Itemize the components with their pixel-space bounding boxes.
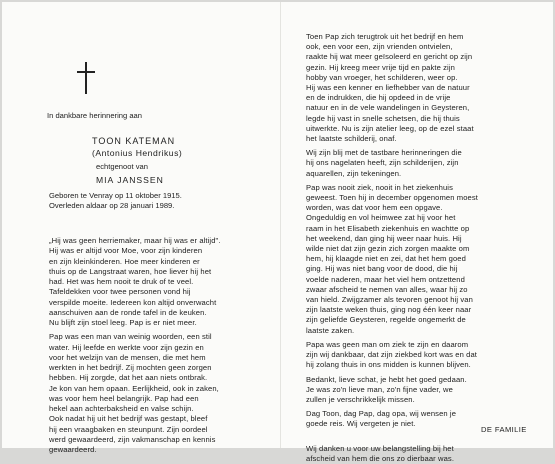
text-line: Je was zo'n lieve man, zo'n fijne vader, we (306, 384, 453, 394)
text-line: Dag Toon, dag Pap, dag opa, wij wensen je (306, 409, 457, 419)
text-line: Toen Pap zich terugtrok uit het bedrijf en hem (306, 32, 464, 41)
spouse-label: echtgenoot van (96, 162, 148, 171)
text-line: verspilde moeite. Iedereen kon altijd onverwacht (49, 297, 217, 307)
text-line: wilde niet dat zijn gezin zich zorgen maakte om (306, 244, 470, 254)
text-line: aanschuiven aan de ronde tafel in de keuken. (49, 307, 207, 317)
text-line: het weekend, dan ging hij weer naar huis. Hij (306, 233, 462, 243)
text-line: aquarellen, zijn tekeningen. (306, 168, 402, 178)
right-body-text (306, 32, 538, 464)
text-line: hekel aan achterbaksheid en valse schijn. (49, 404, 194, 413)
text-line: zwaar afscheid te nemen van alles, waar hij zo (306, 284, 468, 294)
left-body-text (49, 236, 264, 455)
text-line: raakte hij wat meer geïsoleerd en gericht op zijn (306, 52, 473, 62)
text-line: Bedankt, lieve schat, je hebt het goed gedaan. (306, 374, 467, 384)
text-line: ook, een voor een, zijn vrienden ontvielen, (306, 42, 453, 52)
text-line: water. Hij leefde en werkte voor zijn gezin en (49, 342, 204, 352)
text-line: werkten in het bedrijf. Zij mochten geen zorgen (49, 363, 212, 372)
text-line: zijn geliefde Geysteren, regelde ongemerkt de (306, 315, 466, 325)
text-line: zullen je verschrikkelijk missen. (306, 394, 415, 404)
text-line: Tafeldekken voor twee personen vond hij (49, 287, 191, 297)
text-line: Pap was een man van weinig woorden, een stil (49, 332, 212, 342)
spouse-name: MIA JANSSEN (96, 175, 164, 185)
text-line: voor het welzijn van de mensen, die met hem (49, 352, 206, 362)
text-line: Wij danken u voor uw belangstelling bij het (306, 443, 454, 453)
text-line: was voor hem heel belangrijk. Pap had een (49, 393, 199, 403)
text-line: gezin. Hij kreeg meer vrije tijd en pakte zijn (306, 62, 455, 72)
text-line: het laatste schilderij, onaf. (306, 134, 397, 144)
text-line: afscheid van hem die ons zo dierbaar was. (306, 453, 455, 463)
text-line: hij zolang thuis in ons midden is kunnen blijven. (306, 360, 471, 370)
text-line: Hij was er altijd voor Moe, voor zijn kinderen (49, 246, 203, 256)
text-line: Je kon van hem opaan. Eerlijkheid, ook in zaken, (49, 383, 219, 393)
card-fold-line (280, 2, 281, 448)
text-line: had. Het was hem nooit te druk of te veel. (49, 277, 194, 286)
text-line: Pap was nooit ziek, nooit in het ziekenhuis (306, 182, 453, 192)
text-line: thuis op de Langstraat waren, hoe liever hij het (49, 266, 212, 276)
text-line: en de indrukken, die hij opdeed in de vrije (306, 93, 451, 103)
text-line: Nu blijft zijn stoel leeg. Pap is er niet meer. (49, 318, 197, 327)
birth-date: Geboren te Venray op 11 oktober 1915. (49, 191, 182, 200)
text-line: „Hij was geen herriemaker, maar hij was er altijd". (49, 236, 221, 245)
text-line: voelde naderen, maar het viel hem ontzettend (306, 274, 465, 284)
text-line: hebben. Hij zorgde, dat het aan niets ontbrak. (49, 373, 208, 383)
text-line: van hield. Zwijgzamer als tevoren genoot hij van (306, 295, 473, 305)
text-line: hij een vraagbaken en steunpunt. Zijn oordeel (49, 424, 208, 434)
text-line: worden, was dat voor hem een opgave. (306, 203, 443, 213)
cross-icon (75, 62, 99, 96)
text-line: Hij was een kenner en liefhebber van de natuur (306, 83, 470, 93)
death-date: Overleden aldaar op 28 januari 1989. (49, 201, 175, 211)
text-line (306, 434, 538, 444)
text-line: zijn wij dankbaar, dat zijn ziekbed kort was en dat (306, 350, 477, 360)
text-line: raam in het Elisabeth ziekenhuis en wachtte op (306, 223, 470, 233)
text-line: hij ons nagelaten heeft, zijn schilderijen, zijn (306, 158, 459, 168)
deceased-name: TOON KATEMAN (92, 136, 176, 146)
text-line: natuur en in de vele wandelingen in Geysteren, (306, 103, 470, 113)
life-dates (49, 191, 182, 212)
text-line: geweest. Toen hij in december opgenomen moest (306, 193, 478, 203)
text-line: en zijn kleinkinderen. Hoe meer kinderen er (49, 256, 200, 266)
text-line: goede reis. Wij vergeten je niet. (306, 419, 416, 429)
text-line: zijn laatste weken thuis, ging nog één keer naar (306, 305, 472, 315)
text-line: laatste zaken. (306, 325, 355, 335)
text-line: gewaardeerd. (49, 445, 97, 454)
text-line: hem, hij klaagde niet en zei, dat het hem goed (306, 254, 466, 264)
intro-text: In dankbare herinnering aan (47, 111, 142, 120)
text-line: hobby van vroeger, het schilderen, weer op. (306, 72, 458, 82)
memorial-card (2, 2, 553, 463)
text-line: werd gewaardeerd, zijn vakmanschap en kennis (49, 434, 216, 444)
text-line: Ongeduldig en vol heimwee zat hij voor het (306, 213, 456, 223)
text-line: legde hij vast in snelle schetsen, die hij thuis (306, 113, 460, 123)
text-line: Ook nadat hij uit het bedrijf was gestapt, bleef (49, 414, 208, 424)
text-line: uitwerkte. Nu is zijn atelier leeg, op de ezel staat (306, 123, 474, 133)
text-line: Wij zijn blij met de tastbare herinneringen die (306, 148, 462, 158)
deceased-full-name: (Antonius Hendrikus) (92, 148, 183, 158)
text-line: Papa was geen man om ziek te zijn en daarom (306, 339, 469, 349)
signature: DE FAMILIE (481, 425, 527, 434)
text-line: ging. Hij was niet bang voor de dood, die hij (306, 264, 458, 274)
